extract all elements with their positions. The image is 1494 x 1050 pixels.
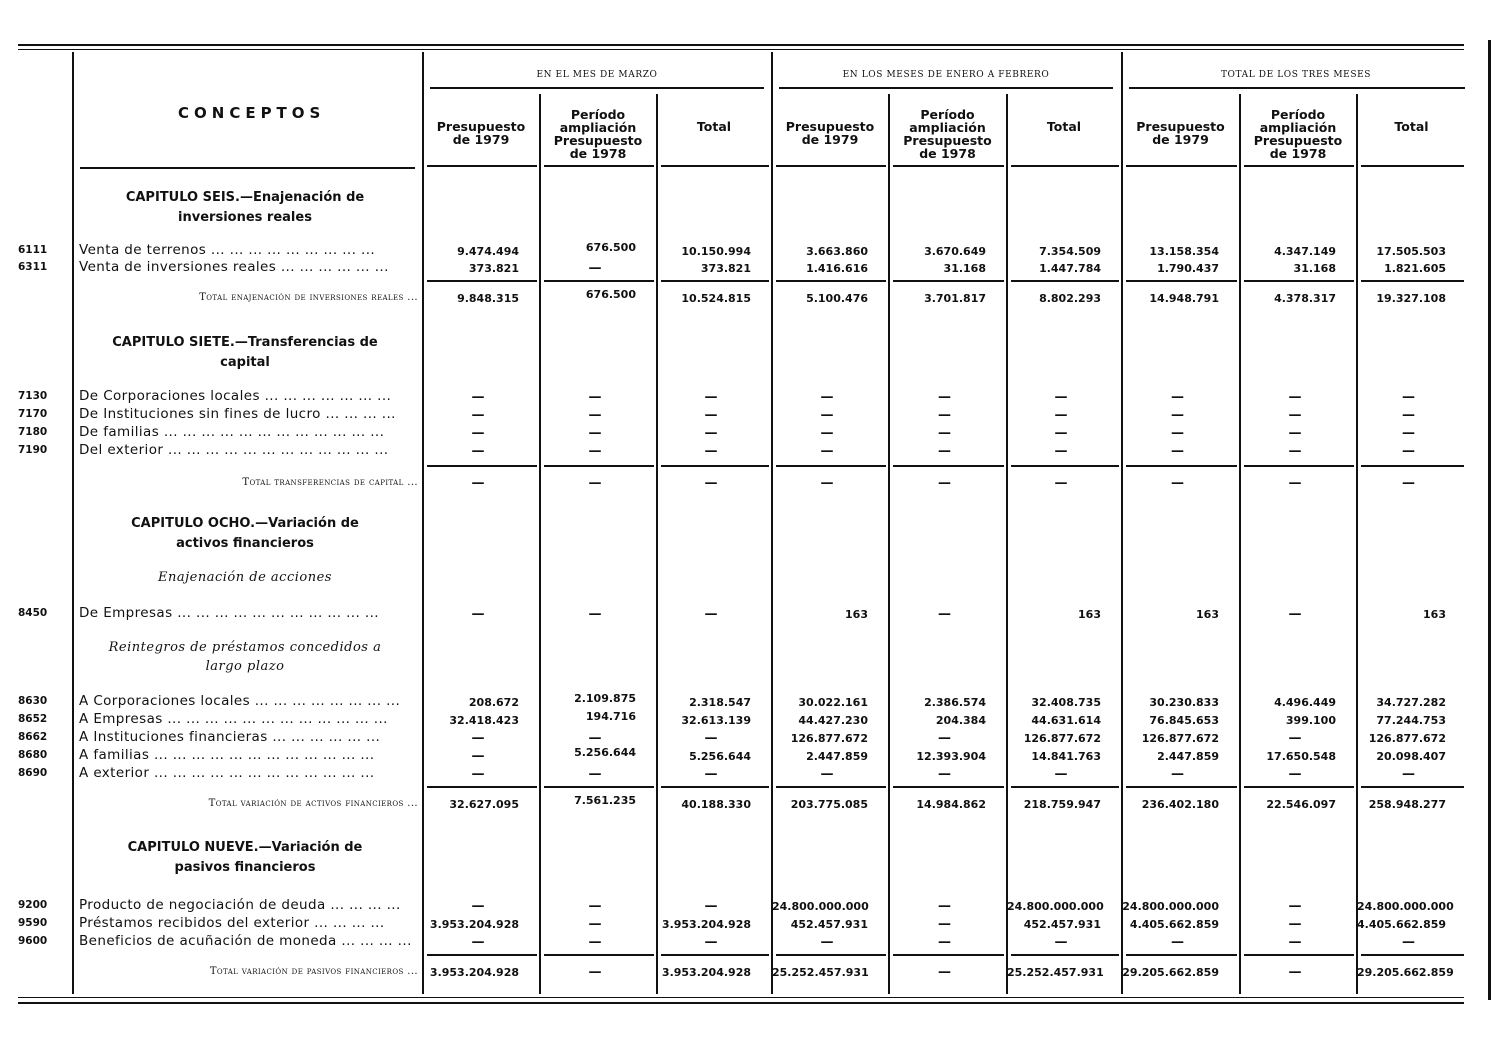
cell-dash: — [1402,476,1415,491]
cell-dash: — [1288,917,1302,932]
col-sep-9 [1356,94,1358,994]
cell-value: 10.524.815 [681,292,751,305]
row-code: 8652 [18,713,48,725]
row-label: Beneficios de acuñación de moneda ... ... ... ... [79,933,412,949]
cell-dash: — [1054,444,1068,459]
cell-value: 3.701.817 [924,292,986,305]
cell-dash: — [938,965,951,980]
column-header-rule [893,165,1004,167]
cell-value: 1.416.616 [806,262,868,275]
cell-dash: — [471,408,485,423]
cell-value: 3.670.649 [924,245,986,258]
cell-value: 14.948.791 [1149,292,1219,305]
cell-dash: — [1054,408,1068,423]
cell-value: 5.256.644 [689,750,751,763]
row-label: Venta de terrenos ... ... ... ... ... ... ... ... ... [79,242,376,258]
total-rule [1126,786,1237,788]
cell-dash: — [820,935,834,950]
row-label: Producto de negociación de deuda ... ... ... ... [79,897,401,913]
total-rule [893,280,1004,282]
cell-value: 236.402.180 [1141,798,1219,811]
column-header-rule [1244,165,1354,167]
cell-dash: — [471,749,485,764]
col-sep-1 [422,52,424,994]
total-rule [427,280,537,282]
cell-dash: — [1054,426,1068,441]
total-rule [1361,465,1464,467]
cell-dash: — [471,899,485,914]
column-header-rule [544,165,654,167]
cell-dash: — [1171,935,1184,950]
cell-value: 77.244.753 [1376,714,1446,727]
cell-dash: — [938,899,951,914]
cell-dash: — [588,408,602,423]
total-rule [1244,280,1354,282]
cell-dash: — [704,607,718,622]
cell-value: 126.877.672 [1368,732,1446,745]
cell-value: 4.347.149 [1274,245,1336,258]
cell-dash: — [471,444,485,459]
row-code: 9600 [18,935,48,947]
cell-dash: — [938,935,951,950]
total-rule [776,954,886,956]
cell-value: 4.378.317 [1274,292,1336,305]
total-rule [1244,465,1354,467]
cell-dash: — [704,390,718,405]
column-header-presupuesto-1979-2: Presupuesto de 1979 [785,119,875,148]
total-rule [1126,280,1237,282]
cell-value: 163 [1196,608,1219,621]
cell-value: 7.354.509 [1039,245,1101,258]
cell-dash: — [938,917,951,932]
row-code: 6111 [18,244,48,256]
row-code: 8630 [18,695,48,707]
cell-dash: — [1288,390,1302,405]
cell-dash: — [588,607,602,622]
concepts-header-rule [80,167,415,169]
cell-dash: — [1288,444,1302,459]
cell-dash: — [1171,767,1184,782]
cell-value: 32.408.735 [1031,696,1101,709]
cell-dash: — [704,426,718,441]
cell-dash: — [1054,390,1068,405]
total-rule [544,786,654,788]
subhead-enajenacion-acciones: Enajenación de acciones [158,570,332,585]
cell-dash: — [471,935,485,950]
cell-value: 24.800.000.000 [1357,900,1454,913]
cell-dash: — [938,390,951,405]
chapter-seis-heading: CAPITULO SEIS.—Enajenación de inversiones reales [125,190,365,225]
cell-dash: — [1402,390,1415,405]
cell-dash: — [471,767,485,782]
cell-value: 163 [1078,608,1101,621]
total-rule [776,465,886,467]
column-header-periodo-ampliacion-1978-2: Período ampliación Presupuesto de 1978 [903,107,992,162]
column-header-total-2: Total [1046,119,1082,134]
row-label: A Corporaciones locales ... ... ... ... ... ... ... ... [79,693,401,709]
row-code: 7130 [18,390,48,402]
cell-dash: — [820,476,834,491]
row-code: 8680 [18,749,48,761]
cell-value: 399.100 [1285,714,1336,727]
total-rule [544,280,654,282]
total-row-label: Total enajenación de inversiones reales ... [199,292,418,303]
top-rule [18,44,1464,46]
cell-value: 163 [845,608,868,621]
cell-value: 2.386.574 [924,696,986,709]
row-label: Préstamos recibidos del exterior ... ... ... ... [79,915,385,931]
cell-value: 40.188.330 [681,798,751,811]
row-label: Venta de inversiones reales ... ... ... ... ... ... [79,259,389,275]
cell-dash: — [1402,767,1415,782]
cell-value: 31.168 [1293,262,1336,275]
group-head-enero-febrero: EN LOS MESES DE ENERO A FEBRERO [842,70,1050,80]
cell-dash: — [1171,426,1184,441]
total-rule [661,786,769,788]
total-rule [427,465,537,467]
cell-value: 452.457.931 [790,918,868,931]
cell-value: 34.727.282 [1376,696,1446,709]
row-code: 9590 [18,917,48,929]
total-rule [661,280,769,282]
total-row-label: Total variación de pasivos financieros ... [209,966,418,977]
cell-dash: — [704,408,718,423]
cell-value: 2.109.875 [574,692,636,705]
column-header-rule [427,165,537,167]
row-label: De Instituciones sin fines de lucro ... ... ... ... [79,406,396,422]
cell-value: 44.631.614 [1031,714,1101,727]
total-rule [544,465,654,467]
column-header-rule [1126,165,1237,167]
cell-value: 3.953.204.928 [661,918,751,931]
cell-value: 17.505.503 [1376,245,1446,258]
cell-value: 1.790.437 [1157,262,1219,275]
total-rule [1011,954,1119,956]
cell-dash: — [1402,935,1415,950]
row-code: 7180 [18,426,48,438]
cell-value: 7.561.235 [574,794,636,807]
cell-dash: — [588,731,602,746]
cell-dash: — [820,426,834,441]
group-rule-3 [1129,87,1465,89]
row-label: De Empresas ... ... ... ... ... ... ... ... ... ... ... [79,605,379,621]
cell-dash: — [588,426,602,441]
cell-value: 204.384 [935,714,986,727]
col-sep-6 [1006,94,1008,994]
cell-value: 32.627.095 [449,798,519,811]
chapter-siete-heading: CAPITULO SIETE.—Transferencias de capital [112,335,378,370]
row-label: Del exterior ... ... ... ... ... ... ... ... ... ... ... ... [79,442,389,458]
cell-dash: — [1288,476,1302,491]
cell-value: 194.716 [585,710,636,723]
col-sep-2 [539,94,541,994]
total-rule [661,465,769,467]
cell-value: 19.327.108 [1376,292,1446,305]
total-rule [1361,280,1464,282]
cell-value: 5.256.644 [574,746,636,759]
col-sep-7 [1121,52,1123,994]
cell-value: 24.800.000.000 [1007,900,1104,913]
col-sep-5 [888,94,890,994]
cell-dash: — [471,731,485,746]
cell-dash: — [938,731,951,746]
cell-dash: — [1288,607,1302,622]
total-rule [1126,954,1237,956]
cell-value: 2.318.547 [689,696,751,709]
total-rule [1244,786,1354,788]
cell-dash: — [471,607,485,622]
row-code: 8662 [18,731,48,743]
cell-dash: — [588,444,602,459]
cell-value: 126.877.672 [1141,732,1219,745]
cell-value: 14.841.763 [1031,750,1101,763]
total-rule [544,954,654,956]
cell-dash: — [938,444,951,459]
cell-value: 30.022.161 [798,696,868,709]
cell-dash: — [938,476,951,491]
cell-dash: — [471,426,485,441]
group-rule-1 [430,87,764,89]
cell-value: 24.800.000.000 [1122,900,1219,913]
total-row-label: Total transferencias de capital ... [242,477,418,488]
total-rule [427,954,537,956]
cell-dash: — [471,390,485,405]
cell-value: 17.650.548 [1266,750,1336,763]
cell-value: 44.427.230 [798,714,868,727]
cell-value: 25.252.457.931 [772,966,869,979]
cell-dash: — [1288,426,1302,441]
cell-dash: — [1171,408,1184,423]
cell-value: 9.848.315 [457,292,519,305]
column-header-rule [1361,165,1464,167]
cell-value: 2.447.859 [1157,750,1219,763]
cell-value: 4.405.662.859 [1129,918,1219,931]
bottom-rule [18,1002,1464,1004]
cell-dash: — [588,390,602,405]
cell-dash: — [704,476,718,491]
cell-value: 3.953.204.928 [429,966,519,979]
column-header-rule [1011,165,1119,167]
column-header-total-3: Total [1394,119,1429,134]
cell-value: 203.775.085 [790,798,868,811]
cell-dash: — [588,965,602,980]
cell-value: 676.500 [585,288,636,301]
cell-dash: — [1171,390,1184,405]
cell-value: 4.496.449 [1274,696,1336,709]
row-label: A Instituciones financieras ... ... ... ... ... ... [79,729,381,745]
cell-value: 3.663.860 [806,245,868,258]
cell-dash: — [820,444,834,459]
cell-value: 13.158.354 [1149,245,1219,258]
cell-value: 126.877.672 [790,732,868,745]
total-rule [1244,954,1354,956]
total-rule [893,786,1004,788]
cell-dash: — [1054,935,1068,950]
total-rule [1361,786,1464,788]
total-rule [1011,786,1119,788]
chapter-ocho-heading: CAPITULO OCHO.—Variación de activos financieros [131,516,359,551]
col-sep-4 [771,52,773,994]
row-label: A exterior ... ... ... ... ... ... ... ... ... ... ... ... [79,765,375,781]
row-label: A Empresas ... ... ... ... ... ... ... ... ... ... ... ... [79,711,388,727]
cell-value: 208.672 [468,696,519,709]
cell-value: 24.800.000.000 [772,900,869,913]
cell-value: 32.613.139 [681,714,751,727]
col-sep-concepts-left [72,52,74,994]
subhead-reintegros: Reintegros de préstamos concedidos a largo plazo [108,640,382,674]
cell-dash: — [938,767,951,782]
cell-dash: — [1288,408,1302,423]
cell-value: 9.474.494 [457,245,519,258]
row-code: 8690 [18,767,48,779]
right-edge-bar [1488,40,1491,1000]
cell-value: 5.100.476 [806,292,868,305]
column-header-total-1: Total [696,119,732,134]
column-header-presupuesto-1979-3: Presupuesto de 1979 [1136,119,1225,148]
cell-value: 452.457.931 [1023,918,1101,931]
cell-dash: — [704,899,718,914]
cell-dash: — [1402,426,1415,441]
cell-dash: — [1402,444,1415,459]
row-label: De Corporaciones locales ... ... ... ... ... ... ... [79,388,392,404]
group-rule-2 [779,87,1113,89]
top-rule-thin [18,49,1464,50]
cell-dash: — [588,767,602,782]
cell-value: 12.393.904 [916,750,986,763]
cell-value: 10.150.994 [681,245,751,258]
total-rule [893,954,1004,956]
cell-value: 126.877.672 [1023,732,1101,745]
total-rule [1011,465,1119,467]
cell-dash: — [820,767,834,782]
col-sep-8 [1239,94,1241,994]
cell-dash: — [1288,899,1302,914]
column-header-presupuesto-1979-1: Presupuesto de 1979 [436,119,526,148]
row-code: 9200 [18,899,48,911]
column-header-rule [661,165,769,167]
cell-value: 373.821 [468,262,519,275]
cell-dash: — [1054,476,1068,491]
cell-value: 373.821 [700,262,751,275]
conceptos-heading: CONCEPTOS [178,104,326,122]
cell-value: 218.759.947 [1023,798,1101,811]
group-head-tres-meses: TOTAL DE LOS TRES MESES [1220,70,1372,80]
row-code: 7190 [18,444,48,456]
cell-dash: — [588,476,602,491]
cell-value: 4.405.662.859 [1357,918,1447,931]
total-rule [661,954,769,956]
column-header-periodo-ampliacion-1978-1: Período ampliación Presupuesto de 1978 [553,107,643,162]
cell-value: 163 [1423,608,1446,621]
total-rule [1361,954,1464,956]
chapter-nueve-heading: CAPITULO NUEVE.—Variación de pasivos financieros [127,840,363,875]
cell-value: 14.984.862 [916,798,986,811]
cell-dash: — [704,935,718,950]
cell-dash: — [1288,935,1302,950]
cell-dash: — [704,444,718,459]
cell-dash: — [1288,767,1302,782]
cell-dash: — [588,935,602,950]
column-header-periodo-ampliacion-1978-3: Período ampliación Presupuesto de 1978 [1253,107,1343,162]
row-label: De familias ... ... ... ... ... ... ... ... ... ... ... ... [79,424,385,440]
cell-value: 29.205.662.859 [1357,966,1454,979]
cell-value: 2.447.859 [806,750,868,763]
cell-dash: — [471,476,485,491]
cell-dash: — [1288,965,1302,980]
cell-value: 8.802.293 [1039,292,1101,305]
cell-value: 30.230.833 [1149,696,1219,709]
cell-dash: — [588,899,602,914]
cell-dash: — [938,408,951,423]
row-code: 6311 [18,261,48,273]
cell-value: 32.418.423 [449,714,519,727]
total-rule [893,465,1004,467]
cell-value: 22.546.097 [1266,798,1336,811]
bottom-rule-thin [18,997,1464,998]
cell-dash: — [1402,408,1415,423]
cell-value: 3.953.204.928 [661,966,751,979]
cell-dash: — [704,767,718,782]
cell-value: 20.098.407 [1376,750,1446,763]
cell-value: 1.447.784 [1039,262,1101,275]
total-rule [776,280,886,282]
cell-dash: — [588,917,602,932]
total-rule [1011,280,1119,282]
cell-dash: — [704,731,718,746]
total-rule [1126,465,1237,467]
total-row-label: Total variación de activos financieros ... [208,798,418,809]
cell-value: 3.953.204.928 [429,918,519,931]
row-code: 8450 [18,607,48,619]
row-label: A familias ... ... ... ... ... ... ... ... ... ... ... ... [79,747,375,763]
cell-dash: — [588,261,602,276]
cell-dash: — [1171,444,1184,459]
cell-dash: — [1054,767,1068,782]
group-head-marzo: EN EL MES DE MARZO [536,70,658,80]
cell-value: 676.500 [585,241,636,254]
cell-value: 31.168 [943,262,986,275]
row-code: 7170 [18,408,48,420]
cell-value: 25.252.457.931 [1007,966,1104,979]
total-rule [776,786,886,788]
cell-dash: — [1288,731,1302,746]
cell-value: 29.205.662.859 [1122,966,1219,979]
cell-value: 1.821.605 [1384,262,1446,275]
cell-dash: — [820,408,834,423]
cell-dash: — [938,607,951,622]
cell-dash: — [938,426,951,441]
column-header-rule [776,165,886,167]
cell-dash: — [1171,476,1184,491]
cell-value: 258.948.277 [1368,798,1446,811]
cell-value: 76.845.653 [1149,714,1219,727]
cell-dash: — [820,390,834,405]
total-rule [427,786,537,788]
col-sep-3 [656,94,658,994]
